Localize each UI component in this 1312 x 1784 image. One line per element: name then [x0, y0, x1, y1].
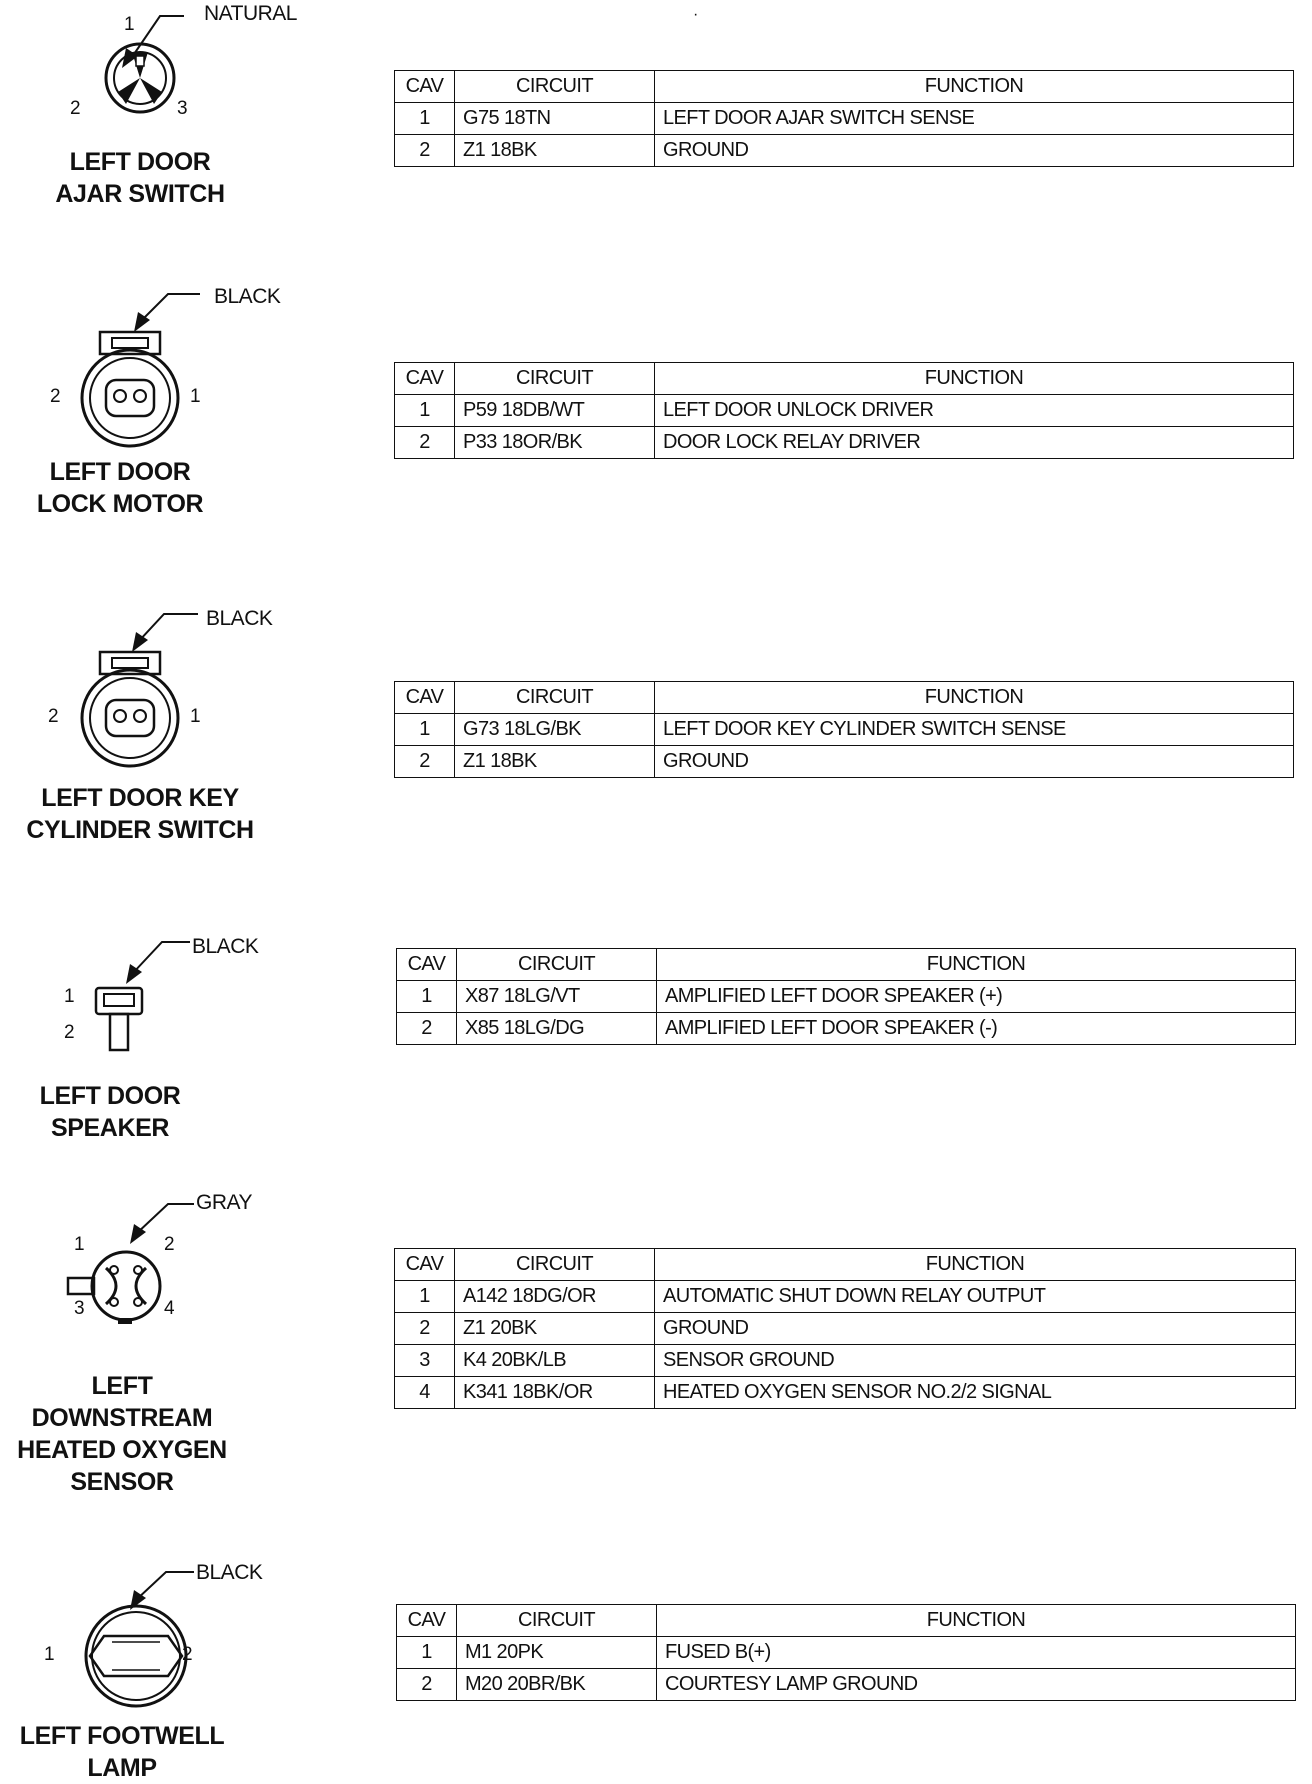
cav-cell: 1 [397, 981, 457, 1013]
ajar-switch-connector-icon [60, 10, 320, 120]
table-row [397, 1669, 1296, 1701]
connector-color-label: BLACK [196, 1561, 263, 1584]
pin-label: 1 [124, 14, 135, 35]
connector-title: LEFT DOOR KEY CYLINDER SWITCH [26, 784, 254, 844]
circuit-header: CIRCUIT [455, 71, 655, 103]
table-header-row [395, 1249, 1296, 1281]
connector-title: LEFT DOWNSTREAM HEATED OXYGEN SENSOR [17, 1372, 227, 1496]
pin-label: 1 [64, 986, 75, 1007]
circuit-cell: P59 18DB/WT [455, 395, 655, 427]
function-cell: AUTOMATIC SHUT DOWN RELAY OUTPUT [655, 1281, 1296, 1313]
connector-title: LEFT DOOR SPEAKER [39, 1082, 181, 1142]
function-cell: SENSOR GROUND [655, 1345, 1296, 1377]
connector-title: LEFT DOOR LOCK MOTOR [36, 458, 204, 518]
circuit-cell: X85 18LG/DG [457, 1013, 657, 1045]
cav-header: CAV [395, 682, 455, 714]
function-cell: LEFT DOOR UNLOCK DRIVER [655, 395, 1294, 427]
pin-label: 4 [164, 1298, 175, 1319]
table-header-row [395, 363, 1294, 395]
function-cell: LEFT DOOR AJAR SWITCH SENSE [655, 103, 1294, 135]
circuit-cell: X87 18LG/VT [457, 981, 657, 1013]
function-cell: COURTESY LAMP GROUND [657, 1669, 1296, 1701]
function-cell: DOOR LOCK RELAY DRIVER [655, 427, 1294, 459]
table-row [395, 103, 1294, 135]
pin-label: 2 [64, 1022, 75, 1043]
cav-cell: 1 [395, 714, 455, 746]
pin-label: 2 [182, 1644, 193, 1665]
table-row [395, 1377, 1296, 1409]
function-cell: GROUND [655, 135, 1294, 167]
function-cell: GROUND [655, 1313, 1296, 1345]
pinout-table [396, 948, 1296, 1045]
pinout-table [394, 681, 1294, 778]
cav-cell: 1 [395, 395, 455, 427]
connector-color-label: BLACK [214, 285, 281, 308]
cav-cell: 2 [397, 1013, 457, 1045]
table-row [397, 1013, 1296, 1045]
cav-cell: 2 [395, 746, 455, 778]
circuit-header: CIRCUIT [455, 1249, 655, 1281]
table-header-row [395, 71, 1294, 103]
circuit-cell: M1 20PK [457, 1637, 657, 1669]
table-row [397, 981, 1296, 1013]
function-header: FUNCTION [655, 71, 1294, 103]
cav-header: CAV [395, 71, 455, 103]
connector-color-label: BLACK [192, 935, 259, 958]
cav-cell: 3 [395, 1345, 455, 1377]
function-cell: HEATED OXYGEN SENSOR NO.2/2 SIGNAL [655, 1377, 1296, 1409]
pin-label: 1 [74, 1234, 85, 1255]
circuit-cell: Z1 18BK [455, 746, 655, 778]
circuit-cell: K341 18BK/OR [455, 1377, 655, 1409]
function-header: FUNCTION [655, 1249, 1296, 1281]
pinout-table [394, 362, 1294, 459]
cav-header: CAV [395, 363, 455, 395]
cav-header: CAV [395, 1249, 455, 1281]
cav-cell: 1 [395, 103, 455, 135]
circuit-header: CIRCUIT [455, 363, 655, 395]
circuit-header: CIRCUIT [457, 1605, 657, 1637]
table-header-row [397, 1605, 1296, 1637]
cav-cell: 2 [395, 427, 455, 459]
pin-label: 3 [177, 98, 188, 119]
table-header-row [395, 682, 1294, 714]
function-header: FUNCTION [655, 682, 1294, 714]
function-header: FUNCTION [657, 1605, 1296, 1637]
function-cell: FUSED B(+) [657, 1637, 1296, 1669]
connector-color-label: NATURAL [204, 2, 297, 25]
pin-label: 2 [70, 98, 81, 119]
connector-title: LEFT DOOR AJAR SWITCH [55, 148, 225, 208]
pin-label: 2 [48, 706, 59, 727]
cav-cell: 4 [395, 1377, 455, 1409]
table-row [395, 135, 1294, 167]
connector-color-label: GRAY [196, 1191, 252, 1214]
cav-header: CAV [397, 949, 457, 981]
circuit-cell: Z1 20BK [455, 1313, 655, 1345]
cav-cell: 2 [395, 135, 455, 167]
function-cell: AMPLIFIED LEFT DOOR SPEAKER (-) [657, 1013, 1296, 1045]
circuit-header: CIRCUIT [457, 949, 657, 981]
connector-title: LEFT FOOTWELL LAMP [19, 1722, 225, 1782]
connector-color-label: BLACK [206, 607, 273, 630]
pinout-table [396, 1604, 1296, 1701]
pin-label: 1 [190, 706, 201, 727]
pin-label: 3 [74, 1298, 85, 1319]
stray-dot: · [693, 6, 699, 23]
pin-label: 1 [44, 1644, 55, 1665]
circuit-cell: K4 20BK/LB [455, 1345, 655, 1377]
circuit-cell: M20 20BR/BK [457, 1669, 657, 1701]
function-header: FUNCTION [657, 949, 1296, 981]
table-row [395, 1345, 1296, 1377]
pin-label: 1 [190, 386, 201, 407]
cav-header: CAV [397, 1605, 457, 1637]
cav-cell: 1 [395, 1281, 455, 1313]
function-cell: AMPLIFIED LEFT DOOR SPEAKER (+) [657, 981, 1296, 1013]
cav-cell: 1 [397, 1637, 457, 1669]
table-row [395, 1281, 1296, 1313]
table-row [395, 395, 1294, 427]
circuit-header: CIRCUIT [455, 682, 655, 714]
table-row [395, 1313, 1296, 1345]
table-row [397, 1637, 1296, 1669]
function-cell: GROUND [655, 746, 1294, 778]
circuit-cell: G75 18TN [455, 103, 655, 135]
circuit-cell: G73 18LG/BK [455, 714, 655, 746]
table-row [395, 746, 1294, 778]
circuit-cell: A142 18DG/OR [455, 1281, 655, 1313]
circuit-cell: Z1 18BK [455, 135, 655, 167]
table-row [395, 714, 1294, 746]
pinout-table [394, 1248, 1296, 1409]
cav-cell: 2 [397, 1669, 457, 1701]
function-cell: LEFT DOOR KEY CYLINDER SWITCH SENSE [655, 714, 1294, 746]
function-header: FUNCTION [655, 363, 1294, 395]
pin-label: 2 [164, 1234, 175, 1255]
pin-label: 2 [50, 386, 61, 407]
pinout-table [394, 70, 1294, 167]
table-row [395, 427, 1294, 459]
circuit-cell: P33 18OR/BK [455, 427, 655, 459]
table-header-row [397, 949, 1296, 981]
cav-cell: 2 [395, 1313, 455, 1345]
